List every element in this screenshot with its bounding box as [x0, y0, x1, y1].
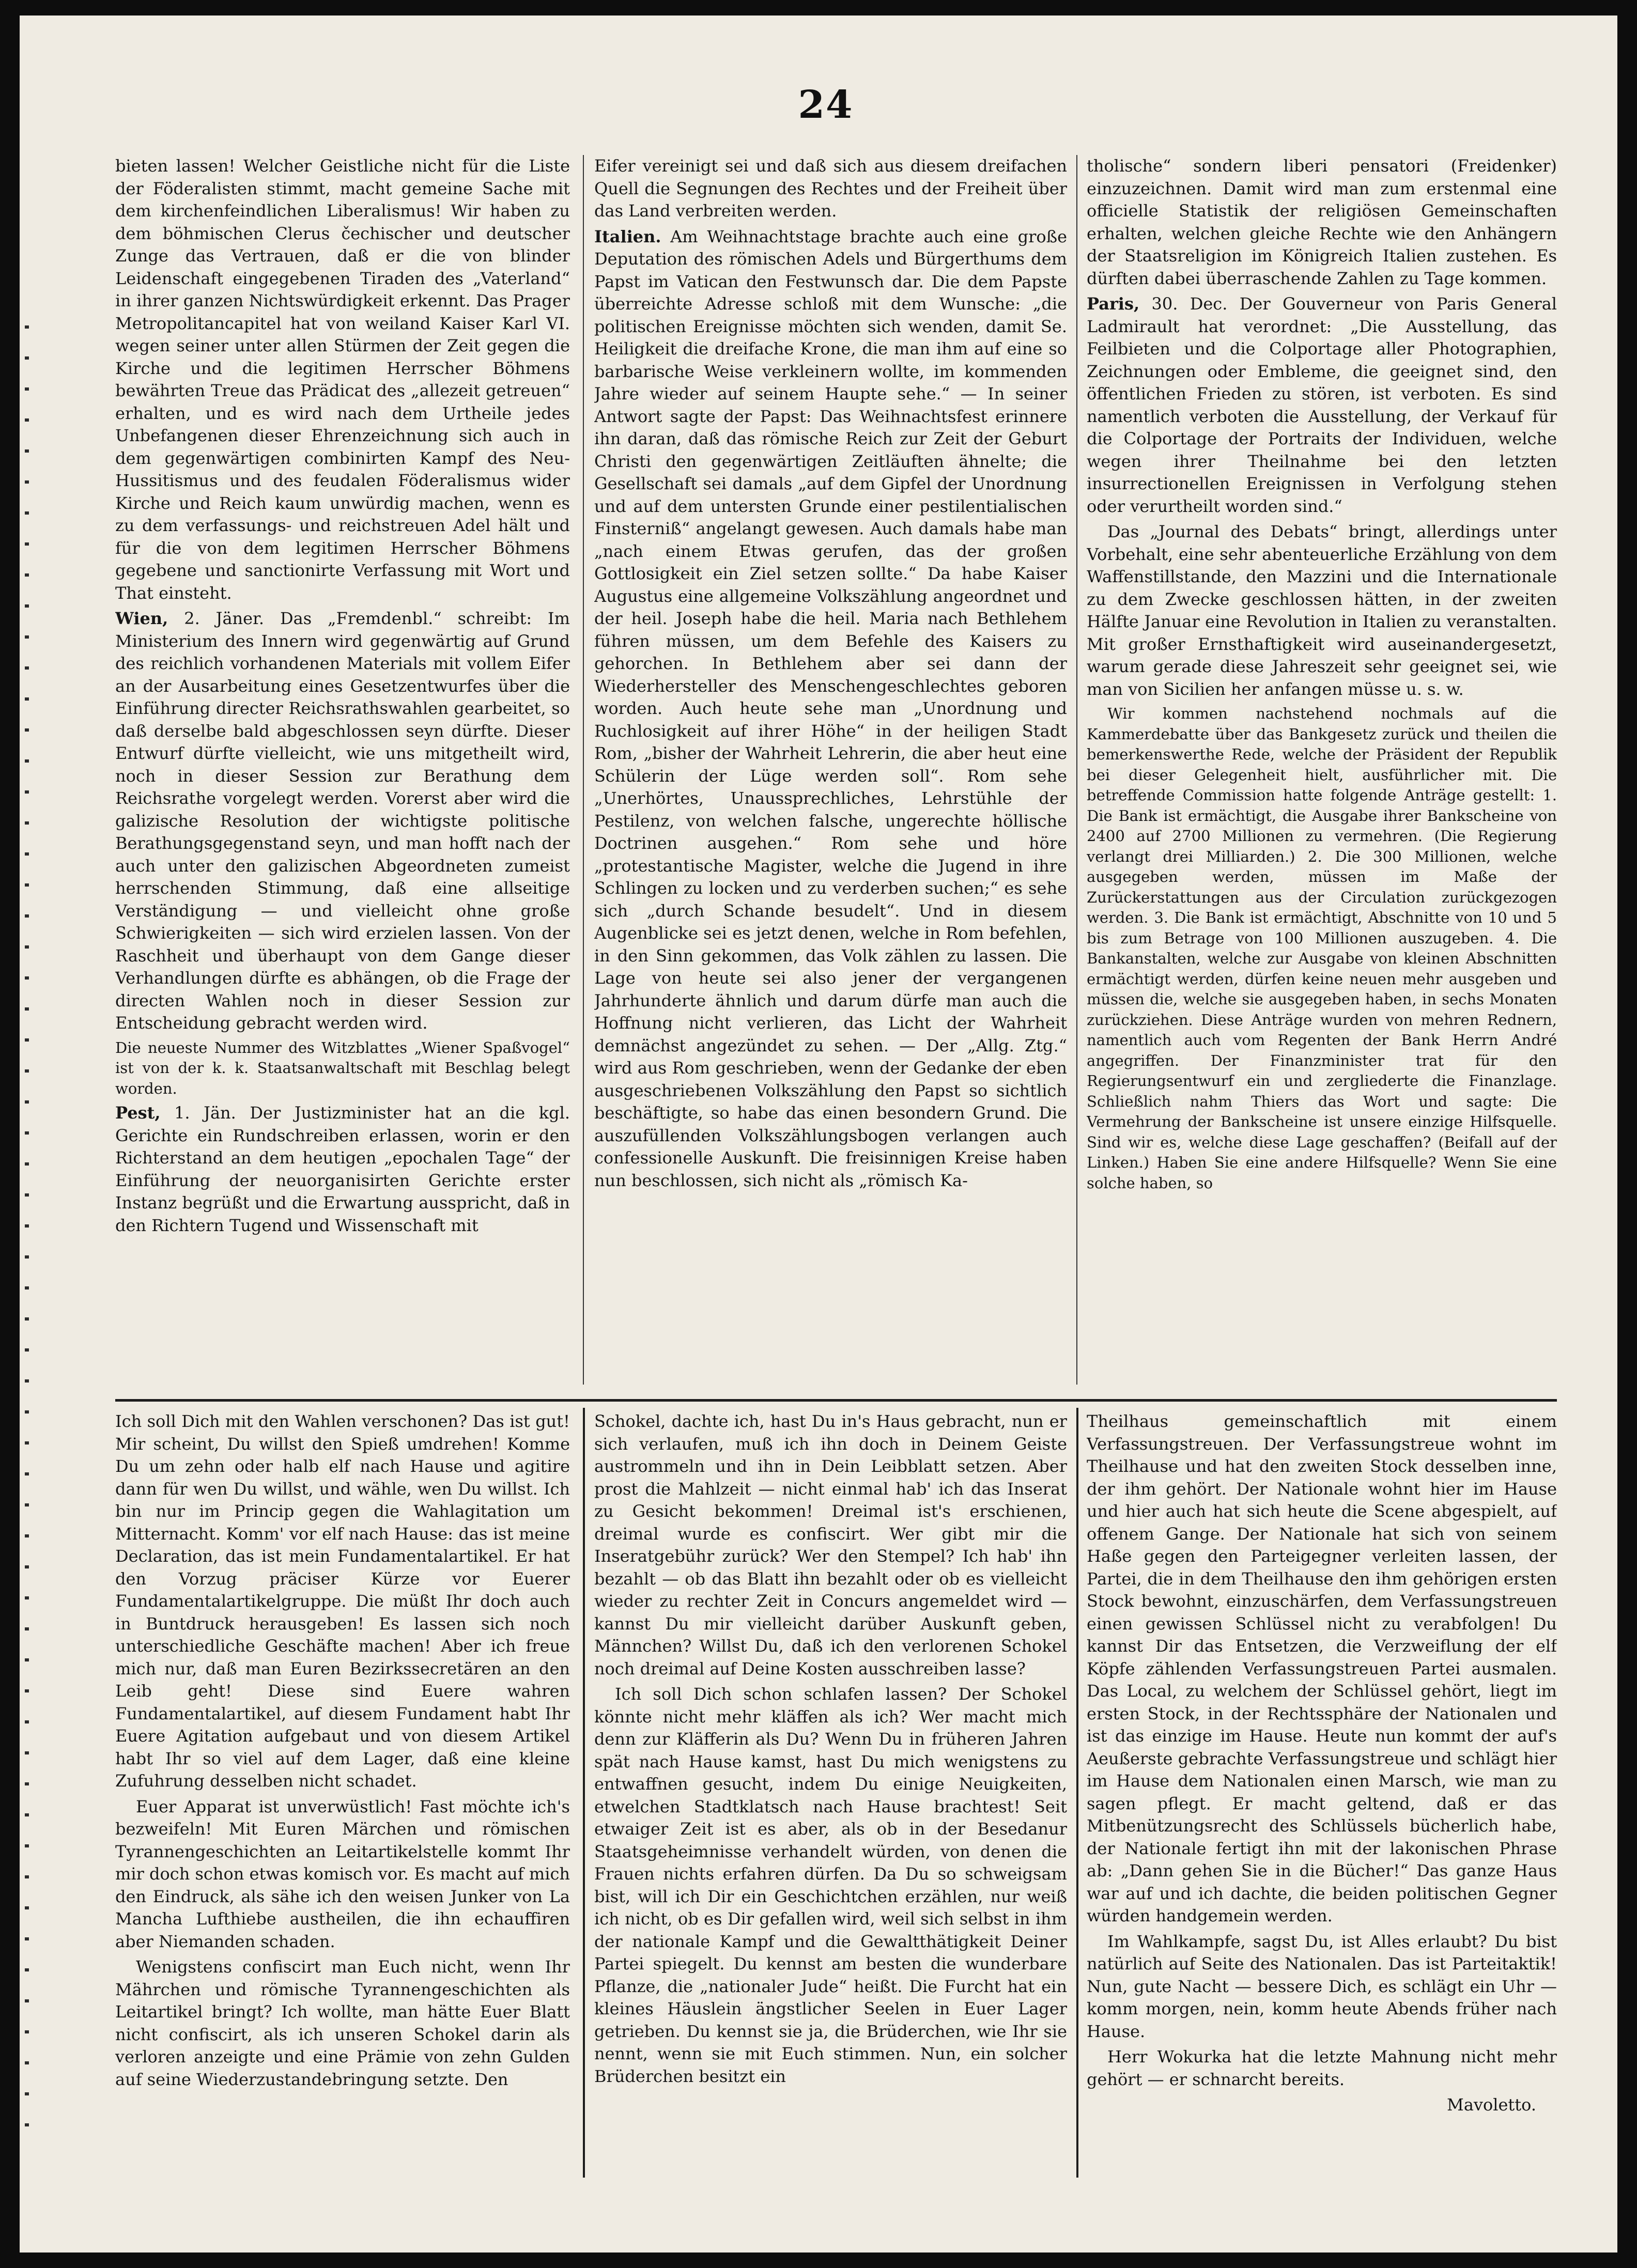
paragraph-text: Euer Apparat ist unverwüstlich! Fast möchte ich's bezweifeln! Mit Euren Märchen und römischen Tyrannengeschichten an Leitartikelstelle kommt Ihr mir doch schon etwas komisch vor. Es macht auf mich den Eindruck, als sähe ich den weisen Junker von La Mancha Lufthiebe austheilen, die ihn echauffiren aber Niemanden schaden.	[115, 1796, 570, 1951]
article-paragraph	[1087, 704, 1557, 1193]
binding-edge-marks	[25, 325, 29, 2134]
paragraph-text: Wir kommen nachstehend nochmals auf die Kammerdebatte über das Bankgesetz zurück und theilen die bemerkenswerthe Rede, welche der Präsident der Republik bei dieser Gelegenheit hielt, ausführlicher mit. Die betreffende Commission hatte folgende Anträge gestellt: 1. Die Bank ist ermächtigt, die Ausgabe ihrer Bankscheine von 2400 auf 2700 Millionen zu vermehren. (Die Regierung verlangt drei Milliarden.) 2. Die 300 Millionen, welche ausgegeben werden, müssen im Maße der Zurückerstattungen aus der Circulation zurückgezogen werden. 3. Die Bank ist ermächtigt, Abschnitte von 10 und 5 bis zum Betrage von 100 Millionen auszugeben. 4. Die Bankanstalten, welche zur Ausgabe von kleinen Abschnitten ermächtigt werden, dürfen keine neuen mehr ausgeben und müssen die, welche sie ausgegeben haben, in sechs Monaten zurückziehen. Diese Anträge wurden von mehren Rednern, namentlich auch vom Regenten der Bank Herrn André angegriffen. Der Finanzminister trat für den Regierungsentwurf ein und zergliederte die Finanzlage. Schließlich nahm Thiers das Wort und sagte: Die Vermehrung der Bankscheine ist unsere einzige Hilfsquelle. Sind wir es, welche diese Lage geschaffen? (Beifall auf der Linken.) Haben Sie eine andere Hilfsquelle? Wenn Sie eine solche haben, so	[1087, 705, 1557, 1192]
article-paragraph	[115, 1038, 570, 1099]
paragraph-text: 2. Jäner. Das „Fremdenbl.“ schreibt: Im Ministerium des Innern wird gegenwärtig auf Grund des reichlich vorhandenen Materials mit vollem Eifer an der Ausarbeitung eines Gesetzentwurfes über die Einführung directer Reichsrathswahlen gearbeitet, so daß derselbe bald abgeschlossen seyn dürfte. Dieser Entwurf dürfte vielleicht, wie uns mitgetheilt wird, noch in dieser Session zur Berathung dem Reichsrathe vorgelegt werden. Vorerst aber wird die galizische Resolution der wichtigste politische Berathungsgegenstand seyn, und man hofft nach der auch unter den galizischen Abgeordneten zumeist herrschenden Stimmung, daß eine allseitige Verständigung — und vielleicht ohne große Schwierigkeiten — sich wird erzielen lassen. Von der Raschheit und überhaupt von dem Gange dieser Verhandlungen dürfte es abhängen, ob die Frage der directen Wahlen noch in dieser Session zur Entscheidung gebracht werden wird.	[115, 609, 570, 1033]
paragraph-text: tholische“ sondern liberi pensatori (Freidenker) einzuzeichnen. Damit wird man zum erstenmal eine officielle Statistik der religiösen Gemeinschaften erhalten, welchen gleiche Rechte wie den Anhängern der Staatsreligion im Königreich Italien zustehen. Es dürften dabei überraschende Zahlen zu Tage kommen.	[1087, 156, 1557, 288]
paragraph-text: Schokel, dachte ich, hast Du in's Haus gebracht, nun er sich verlaufen, muß ich ihn doch in Deinem Geiste austrommeln und ihn in Dein Leibblatt setzen. Aber prost die Mahlzeit — nicht einmal hab' ich das Inserat zu Gesicht bekommen! Dreimal ist's erschienen, dreimal wurde es confiscirt. Wer gibt mir die Inseratgebühr zurück? Wer den Stempel? Ich hab' ihn bezahlt — ob das Blatt ihn bezahlt oder ob es vielleicht wieder zu rechter Zeit in Concurs angemeldet wird — kannst Du mir vielleicht darüber Auskunft geben, Männchen? Willst Du, daß ich den verlorenen Schokel noch dreimal auf Deine Kosten ausschreiben lasse?	[594, 1411, 1067, 1679]
news-column-2	[594, 155, 1067, 1385]
newspaper-page	[20, 15, 1617, 2253]
article-paragraph	[115, 155, 570, 604]
article-paragraph	[1087, 2046, 1557, 2091]
article-paragraph	[115, 1796, 570, 1953]
dateline: Paris,	[1087, 294, 1140, 314]
feuilleton-separator	[115, 1399, 1557, 1402]
news-column-3	[1087, 155, 1557, 1385]
paragraph-text: Die neueste Nummer des Witzblattes „Wiener Spaßvogel“ ist von der k. k. Staatsanwaltschaft mit Beschlag belegt worden.	[115, 1038, 570, 1097]
paragraph-text: 30. Dec. Der Gouverneur von Paris General Ladmirault hat verordnet: „Die Ausstellung, das Feilbieten und die Colportage aller Photographien, Zeichnungen oder Embleme, die geeignet sind, den öffentlichen Frieden zu stören, ist verboten. Es sind namentlich verboten die Ausstellung, der Verkauf für die Colportage der Portraits der Individuen, welche wegen ihrer Theilnahme bei den letzten insurrectionellen Ereignissen in Verfolgung stehen oder verurtheilt worden sind.“	[1087, 294, 1557, 516]
article-paragraph	[594, 1683, 1067, 2088]
news-column-1	[115, 155, 570, 1385]
article-paragraph	[594, 155, 1067, 223]
paragraph-text: 1. Jän. Der Justizminister hat an die kgl. Gerichte ein Rundschreiben erlassen, worin er den Richterstand an dem heutigen „epochalen Tage“ der Einführung der neuorganisirten Gerichte erster Instanz begrüßt und die Erwartung ausspricht, daß in den Richtern Tugend und Wissenschaft mit	[115, 1103, 570, 1235]
article-paragraph	[115, 1102, 570, 1237]
paragraph-text: Das „Journal des Debats“ bringt, allerdings unter Vorbehalt, eine sehr abenteuerliche Erzählung von dem Waffenstillstande, den Mazzini und die Internationale zu dem Zwecke geschlossen hätten, in der zweiten Hälfte Januar eine Revolution in Italien zu veranstalten. Mit großer Ernsthaftigkeit wird auseinandergesetzt, warum gerade diese Jahreszeit sehr geeignet sei, wie man von Sicilien her anfangen müsse u. s. w.	[1087, 522, 1557, 699]
article-paragraph	[594, 226, 1067, 1192]
paragraph-text: Am Weihnachtstage brachte auch eine große Deputation des römischen Adels und Bürgerthums dem Papst im Vatican den Festwunsch dar. Die dem Papste überreichte Adresse schloß mit dem Wunsche: „die politischen Ereignisse möchten sich wenden, damit Se. Heiligkeit die dreifache Krone, die man ihm auf eine so barbarische Weise verkleinern wollte, im kommenden Jahre wieder auf seinem Haupte sehe.“ — In seiner Antwort sagte der Papst: Das Weihnachtsfest erinnere ihn daran, daß das römische Reich zur Zeit der Geburt Christi den gegenwärtigen Zeitläuften ähnelte; die Gesellschaft sei damals „auf dem Gipfel der Unordnung und auf dem untersten Grunde einer pestilentialischen Finsterniß“ angelangt gewesen. Auch damals habe man „nach einem Etwas gerufen, das der großen Gottlosigkeit ein Ziel setzen sollte.“ Da habe Kaiser Augustus eine allgemeine Volkszählung angeordnet und der heil. Joseph habe die heil. Maria nach Bethlehem führen müssen, um dem Befehle des Kaisers zu gehorchen. In Bethlehem aber sei dann der Wiederhersteller des Menschengeschlechtes geboren worden. Auch heute sehe man „Unordnung und Ruchlosigkeit auf ihrer Höhe“ in der heiligen Stadt Rom, „bisher der Wahrheit Lehrerin, die aber heut eine Schülerin der Lüge werden soll“. Rom sehe „Unerhörtes, Unaussprechliches, Lehrstühle der Pestilenz, von welchen falsche, ungerechte höllische Doctrinen ausgehen.“ Rom sehe und höre „protestantische Magister, welche die Jugend in ihre Schlingen zu locken und zu verderben suchen;“ es sehe sich „durch Schande besudelt“. Und in diesem Augenblicke sei es jetzt denen, welche in Rom befehlen, in den Sinn gekommen, das Volk zählen zu lassen. Die Lage von heute sei also jener der vergangenen Jahrhunderte ähnlich und darum dürfe man auch die Hoffnung nicht verlieren, das Licht der Wahrheit demnächst angezündet zu sehen. — Der „Allg. Ztg.“ wird aus Rom geschrieben, wenn der Gedanke der eben ausgeschriebenen Volkszählung den Papst so sichtlich beschäftigte, so habe das einen besondern Grund. Die auszufüllenden Volkszählungsbogen verlangen auch confessionelle Auskunft. Die freisinnigen Kreise haben nun beschlossen, sich nicht als „römisch Ka-	[594, 226, 1067, 1190]
dateline: Pest,	[115, 1103, 161, 1123]
paragraph-text: Mavoletto.	[1447, 2095, 1536, 2115]
article-paragraph	[115, 608, 570, 1035]
column-rule-upper-2	[1076, 155, 1077, 1385]
paragraph-text: Im Wahlkampfe, sagst Du, ist Alles erlaubt? Du bist natürlich auf Seite des Nationalen. Das ist Parteitaktik! Nun, gute Nacht — bessere Dich, es schlägt ein Uhr — komm morgen, nein, komm heute Abends früher nach Hause.	[1087, 1931, 1557, 2041]
paragraph-text: Theilhaus gemeinschaftlich mit einem Verfassungstreuen. Der Verfassungstreue wohnt im Theilhause und hat den zweiten Stock desselben inne, der ihm gehört. Der Nationale wohnt hier im Hause und hier auch hat sich heute die Scene abgespielt, auf offenem Gange. Der Nationale hat sich von seinem Haße gegen den Parteigegner verleiten lassen, der Partei, die in dem Theilhause den ihm gehörigen ersten Stock bewohnt, einzuschärfen, dem Verfassungstreuen einen gewissen Schlüssel nicht zu verabfolgen! Du kannst Dir das Entsetzen, die Verzweiflung der elf Köpfe zählenden Verfassungstreuen Partei ausmalen. Das Local, zu welchem der Schlüssel gehört, liegt im ersten Stock, in der Rechtssphäre der Nationalen und ist das einzige im Hause. Heute nun kommt der auf's Aeußerste gebrachte Verfassungstreue und schlägt hier im Hause dem Nationalen einen Marsch, wie man zu sagen pflegt. Er macht geltend, daß er das Mitbenützungsrecht des Schlüssels bücherlich habe, der Nationale fertigt ihn mit der lakonischen Phrase ab: „Dann gehen Sie in die Bücher!“ Das ganze Haus war auf und ich dachte, die beiden politischen Gegner würden handgemein werden.	[1087, 1411, 1557, 1925]
article-paragraph	[1087, 2094, 1557, 2117]
page-number: 24	[798, 83, 854, 127]
article-paragraph	[115, 1410, 570, 1793]
paragraph-text: bieten lassen! Welcher Geistliche nicht für die Liste der Föderalisten stimmt, macht gemeine Sache mit dem kirchenfeindlichen Liberalismus! Wir haben zu dem böhmischen Clerus čechischer und deutscher Zunge das Vertrauen, daß er die von blinder Leidenschaft eingegebenen Tiraden des „Vaterland“ in ihrer ganzen Nichtswürdigkeit erkennt. Das Prager Metropolitancapitel hat von weiland Kaiser Karl VI. wegen seiner unter allen Stürmen der Zeit gegen die Kirche und die legitimen Herrscher Böhmens bewährten Treue das Prädicat des „allezeit getreuen“ erhalten, und es wird nach dem Urtheile jedes Unbefangenen dieser Ehrenzeichnung sich auch in dem gegenwärtigen combinirten Kampf des Neu-Hussitismus und des feudalen Föderalismus wider Kirche und Reich kaum unwürdig machen, wenn es zu dem verfassungs- und reichstreuen Adel hält und für die von dem legitimen Herrscher Böhmens gegebene und sanctionirte Verfassung mit Wort und That einsteht.	[115, 156, 570, 603]
paragraph-text: Wenigstens confiscirt man Euch nicht, wenn Ihr Mährchen und römische Tyrannengeschichten als Leitartikel bringt? Ich wollte, man hätte Euer Blatt nicht confiscirt, als ich unseren Schokel darin als verloren anzeigte und eine Prämie von zehn Gulden auf seine Wiederzustandebringung setzte. Den	[115, 1957, 570, 2089]
paragraph-text: Herr Wokurka hat die letzte Mahnung nicht mehr gehört — er schnarcht bereits.	[1087, 2047, 1557, 2089]
dateline: Wien,	[115, 609, 168, 628]
paragraph-text: Ich soll Dich mit den Wahlen verschonen? Das ist gut! Mir scheint, Du willst den Spieß umdrehen! Komme Du um zehn oder halb elf nach Hause und agitire dann für wen Du willst, und wähle, wen Du willst. Ich bin nur im Princip gegen die Wahlagitation um Mitternacht. Komm' vor elf nach Hause: das ist meine Declaration, das ist mein Fundamentalartikel. Er hat den Vorzug präciser Kürze vor Euerer Fundamentalartikelgruppe. Die müßt Ihr doch auch in Buntdruck herausgeben! Es lassen sich noch unterschiedliche Geschäfte machen! Aber ich freue mich nur, daß man Euren Bezirkssecretären an den Leib geht! Diese sind Euere wahren Fundamentalartikel, auf diesem Fundament habt Ihr Euere Agitation aufgebaut und von diesem Artikel habt Ihr so viel auf dem Lager, daß eine kleine Zufuhrung desselben nicht schadet.	[115, 1411, 570, 1791]
column-rule-lower-2	[1076, 1408, 1078, 2178]
article-paragraph	[594, 1410, 1067, 1680]
article-paragraph	[1087, 521, 1557, 701]
article-paragraph	[1087, 1410, 1557, 1928]
feuilleton-column-1	[115, 1410, 570, 2175]
article-paragraph	[1087, 1931, 1557, 2043]
column-rule-lower-1	[583, 1408, 585, 2178]
feuilleton-column-3	[1087, 1410, 1557, 2175]
article-paragraph	[115, 1956, 570, 2091]
dateline: Italien.	[594, 226, 661, 246]
article-paragraph	[1087, 155, 1557, 290]
feuilleton-column-2	[594, 1410, 1067, 2175]
article-paragraph	[1087, 293, 1557, 518]
paragraph-text: Eifer vereinigt sei und daß sich aus diesem dreifachen Quell die Segnungen des Rechtes und der Freiheit über das Land verbreiten werden.	[594, 156, 1067, 221]
paragraph-text: Ich soll Dich schon schlafen lassen? Der Schokel könnte nicht mehr kläffen als ich? Wer macht mich denn zur Kläfferin als Du? Wenn Du in früheren Jahren spät nach Hause kamst, hast Du mich wenigstens zu entwaffnen gesucht, indem Du einige Neuigkeiten, etwelchen Stadtklatsch nach Hause brachtest! Seit etwaiger Zeit ist es aber, als ob in der Besedanur Staatsgeheimnisse verhandelt würden, von denen die Frauen nichts erfahren dürfen. Da Du so schweigsam bist, will ich Dir ein Geschichtchen erzählen, nur weiß ich nicht, ob es Dir gefallen wird, weil sich selbst in ihm der nationale Kampf und die Gewaltthätigkeit Deiner Partei spiegelt. Du kennst am besten die wunderbare Pflanze, die „nationaler Jude“ heißt. Die Furcht hat ein kleines Häuslein ängstlicher Seelen in Euer Lager getrieben. Du kennst sie ja, die Brüderchen, wie Ihr sie nennt, wenn sie mit Euch stimmen. Nun, ein solcher Brüderchen besitzt ein	[594, 1684, 1067, 2086]
column-rule-upper-1	[583, 155, 584, 1385]
